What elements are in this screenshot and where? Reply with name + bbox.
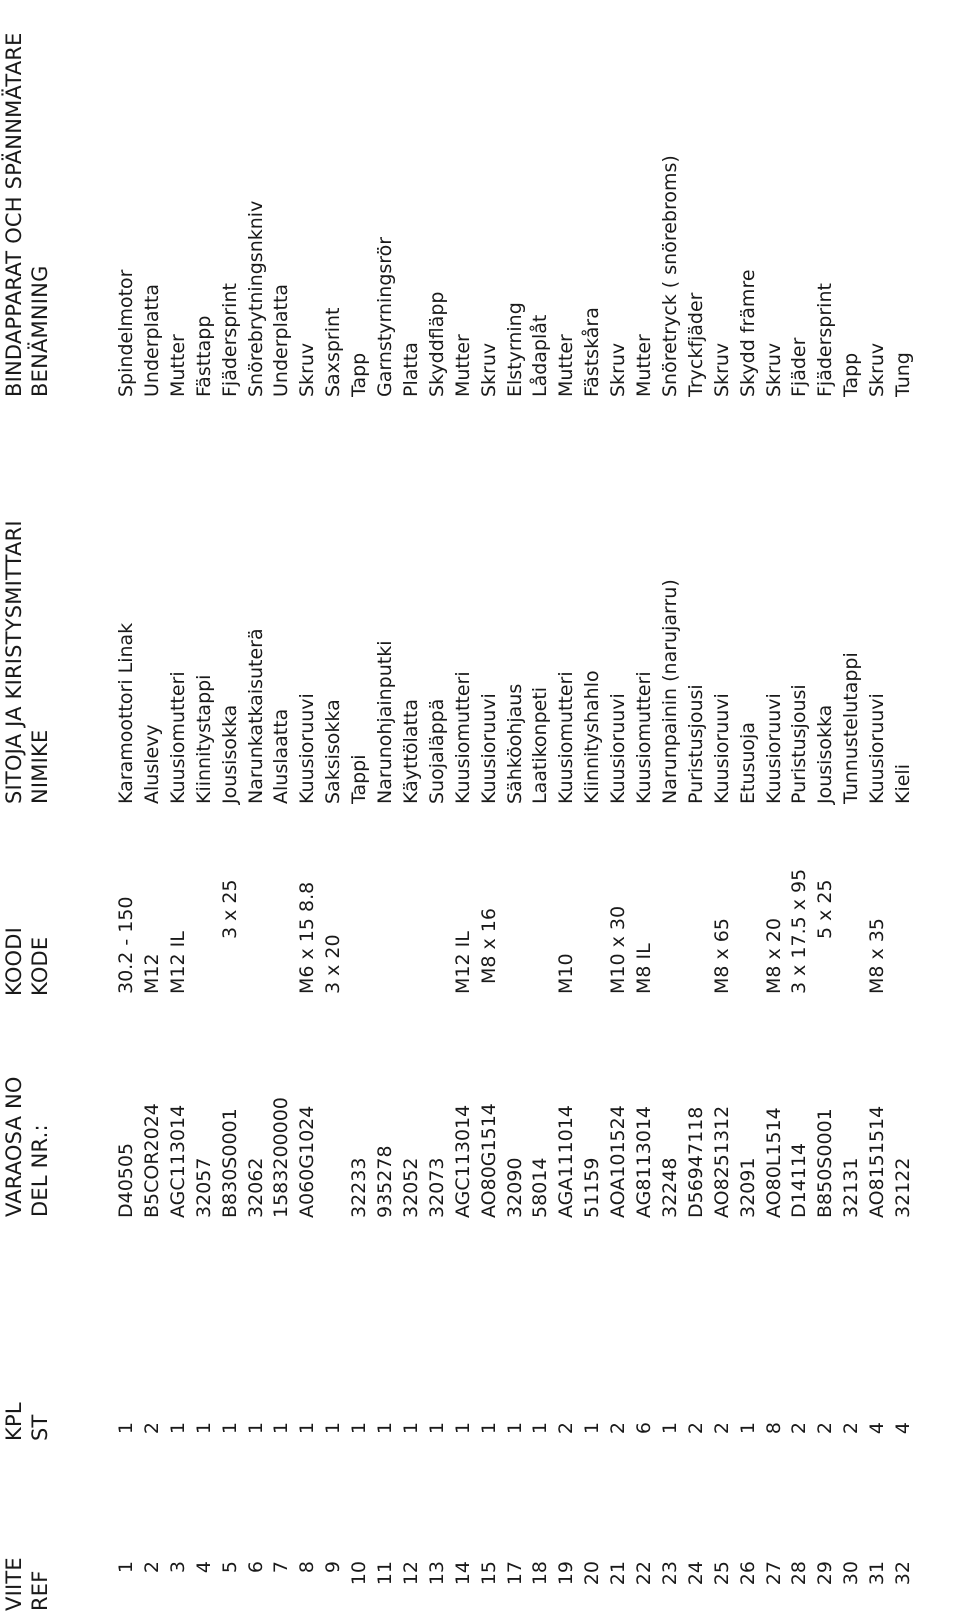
cell-ref: 28 [788,1561,811,1586]
header-qty-line1: KPL [2,1402,26,1441]
cell-partno: B5COR2024 [140,1103,163,1218]
cell-sv: Snöretryck ( snörebroms) [658,155,681,397]
cell-partno: AOA101524 [607,1105,630,1218]
cell-qty: 2 [140,1422,163,1435]
cell-qty: 8 [762,1422,785,1435]
cell-ref: 1 [115,1561,137,1574]
cell-partno: 32131 [840,1157,863,1218]
cell-partno: AG8113014 [633,1105,655,1218]
header-ref-line2: REF [28,1570,52,1611]
cell-partno: 935278 [374,1145,396,1218]
cell-ref: 8 [296,1561,319,1574]
cell-partno: 32248 [658,1157,681,1218]
cell-ref: 19 [555,1561,578,1586]
cell-code: M8 x 65 [710,918,733,994]
cell-code: 30.2 - 150 [115,896,137,994]
cell-partno: AO80G1514 [477,1103,500,1218]
cell-fi: Kiinnitystappi [192,674,215,804]
cell-sv: Lådaplåt [529,314,552,397]
cell-partno: 32122 [892,1157,914,1218]
cell-fi: Tappi [348,754,371,804]
cell-partno: B830S0001 [218,1108,241,1218]
cell-code: M8 x 20 [762,918,785,994]
cell-sv: Spindelmotor [115,269,137,397]
cell-sv: Mutter [633,334,655,397]
cell-qty: 1 [399,1422,422,1435]
cell-sv: Platta [399,342,422,397]
cell-ref: 20 [581,1561,604,1586]
cell-qty: 1 [348,1422,371,1435]
cell-code: 5 x 25 [814,879,837,939]
cell-qty: 2 [710,1422,733,1435]
cell-code: 3 x 20 [322,934,345,994]
cell-ref: 11 [374,1561,396,1586]
cell-ref: 31 [866,1561,889,1586]
cell-qty: 1 [451,1422,474,1435]
cell-ref: 3 [166,1561,189,1574]
cell-fi: Suojaläppä [425,698,448,804]
cell-sv: Skyddfläpp [425,291,448,397]
cell-ref: 29 [814,1561,837,1586]
cell-code: M10 [555,953,578,994]
cell-qty: 1 [115,1422,137,1435]
cell-ref: 2 [140,1561,163,1574]
cell-qty: 1 [425,1422,448,1435]
cell-ref: 21 [607,1561,630,1586]
cell-code: M8 x 35 [866,918,889,994]
cell-partno: 58014 [529,1157,552,1218]
cell-fi: Laatikonpeti [529,686,552,804]
cell-qty: 2 [684,1422,707,1435]
cell-partno: AGA111014 [555,1105,578,1218]
cell-partno: 32062 [244,1157,267,1218]
cell-code: M8 x 16 [477,908,500,984]
cell-fi: Saksisokka [322,699,345,804]
cell-qty: 1 [477,1422,500,1435]
cell-fi: Jousisokka [814,704,837,804]
cell-fi: Narunohjainputki [374,640,396,804]
cell-qty: 1 [322,1422,345,1435]
cell-ref: 32 [892,1561,914,1586]
cell-partno: B850S0001 [814,1108,837,1218]
cell-fi: Narunpainin (narujarru) [658,579,681,804]
cell-fi: Kuusioruuvi [296,693,319,804]
cell-fi: Kuusiomutteri [166,671,189,804]
header-code-line2: KODE [28,936,52,996]
header-sv-line2: BENÄMNING [28,265,52,397]
cell-qty: 1 [270,1422,293,1435]
cell-ref: 27 [762,1561,785,1586]
cell-sv: Skruv [866,342,889,397]
cell-ref: 6 [244,1561,267,1574]
cell-partno: AGC113014 [166,1104,189,1218]
cell-qty: 1 [581,1422,604,1435]
cell-partno: 32233 [348,1157,371,1218]
cell-fi: Kuusioruuvi [710,693,733,804]
header-partno-line2: DEL NR.: [28,1124,52,1217]
cell-partno: 1583200000 [270,1097,293,1218]
cell-ref: 23 [658,1561,681,1586]
cell-fi: Aluslevy [140,724,163,804]
cell-sv: Fästtapp [192,315,215,397]
cell-sv: Saxsprint [322,307,345,397]
cell-code: M10 x 30 [607,905,630,994]
cell-qty: 2 [607,1422,630,1435]
cell-fi: Kuusiomutteri [633,671,655,804]
cell-ref: 18 [529,1561,552,1586]
cell-partno: AO80L1514 [762,1107,785,1218]
cell-qty: 4 [892,1422,914,1435]
cell-fi: Kuusioruuvi [477,693,500,804]
cell-ref: 9 [322,1561,345,1574]
cell-partno: 32073 [425,1157,448,1218]
cell-sv: Fjädersprint [814,283,837,397]
cell-qty: 1 [296,1422,319,1435]
cell-fi: Tunnustelutappi [840,652,863,804]
cell-ref: 4 [192,1561,215,1574]
cell-sv: Fjädersprint [218,283,241,397]
cell-ref: 7 [270,1561,293,1574]
cell-sv: Tapp [348,352,371,397]
cell-partno: AO8251312 [710,1105,733,1218]
cell-sv: Tryckfjäder [684,292,707,397]
cell-partno: 32091 [736,1157,759,1218]
cell-fi: Narunkatkaisuterä [244,628,267,804]
cell-partno: D40505 [115,1142,137,1218]
cell-qty: 1 [736,1422,759,1435]
cell-fi: Etusuoja [736,722,759,804]
cell-fi: Käyttölatta [399,698,422,804]
cell-partno: AGC113014 [451,1104,474,1218]
cell-code: M12 IL [451,931,474,994]
cell-fi: Kuusioruuvi [866,693,889,804]
cell-ref: 22 [633,1561,655,1586]
cell-qty: 1 [374,1422,396,1435]
cell-sv: Skruv [710,342,733,397]
cell-ref: 26 [736,1561,759,1586]
cell-fi: Aluslaatta [270,708,293,804]
cell-sv: Skruv [762,342,785,397]
cell-ref: 14 [451,1561,474,1586]
cell-ref: 10 [348,1561,371,1586]
cell-ref: 12 [399,1561,422,1586]
cell-fi: Sähköohjaus [503,683,526,804]
cell-sv: Skruv [477,342,500,397]
cell-qty: 2 [555,1422,578,1435]
cell-sv: Garnstyrningsrör [374,236,396,397]
cell-ref: 25 [710,1561,733,1586]
cell-qty: 2 [840,1422,863,1435]
cell-fi: Jousisokka [218,704,241,804]
cell-ref: 17 [503,1561,526,1586]
cell-partno: 51159 [581,1157,604,1218]
cell-ref: 5 [218,1561,241,1574]
cell-qty: 2 [814,1422,837,1435]
cell-partno: 32090 [503,1157,526,1218]
cell-fi: Kuusiomutteri [451,671,474,804]
cell-sv: Mutter [166,334,189,397]
cell-code: 3 x 17.5 x 95 [788,868,811,994]
cell-qty: 1 [218,1422,241,1435]
cell-fi: Puristusjousi [788,684,811,804]
cell-sv: Skruv [607,342,630,397]
cell-fi: Kiinnityshahlo [581,670,604,804]
cell-qty: 6 [633,1422,655,1435]
cell-sv: Tapp [840,352,863,397]
cell-qty: 2 [788,1422,811,1435]
cell-sv: Skydd främre [736,269,759,397]
cell-sv: Skruv [296,342,319,397]
cell-qty: 1 [192,1422,215,1435]
cell-sv: Fjäder [788,337,811,397]
header-sv-line1: BINDAPPARAT OCH SPÄNNMÄTARE [2,32,26,397]
cell-partno: D14114 [788,1142,811,1218]
cell-sv: Mutter [555,334,578,397]
cell-code: M6 x 15 8.8 [296,881,319,994]
cell-sv: Tung [892,352,914,397]
cell-qty: 1 [244,1422,267,1435]
cell-ref: 15 [477,1561,500,1586]
cell-qty: 4 [866,1422,889,1435]
header-fi-line2: NIMIKE [28,729,52,804]
cell-sv: Fästskåra [581,307,604,397]
cell-code: 3 x 25 [218,879,241,939]
cell-fi: Kuusiomutteri [555,671,578,804]
cell-fi: Kuusioruuvi [607,693,630,804]
cell-qty: 1 [529,1422,552,1435]
header-fi-line1: SITOJA JA KIRISTYSMITTARI [2,520,26,804]
cell-ref: 24 [684,1561,707,1586]
header-qty-line2: ST [28,1414,52,1441]
cell-partno: A060G1024 [296,1105,319,1218]
cell-ref: 13 [425,1561,448,1586]
cell-code: M12 [140,953,163,994]
cell-sv: Underplatta [140,283,163,397]
cell-sv: Mutter [451,334,474,397]
header-code-line1: KOODI [2,926,26,996]
cell-fi: Kieli [892,764,914,804]
cell-fi: Karamoottori Linak [115,622,137,804]
cell-sv: Elstyrning [503,302,526,397]
cell-qty: 1 [503,1422,526,1435]
cell-partno: 32057 [192,1157,215,1218]
cell-fi: Puristusjousi [684,684,707,804]
cell-sv: Underplatta [270,283,293,397]
cell-partno: 32052 [399,1157,422,1218]
cell-fi: Kuusioruuvi [762,693,785,804]
header-ref-line1: VIITE [2,1557,26,1611]
cell-partno: AO8151514 [866,1105,889,1218]
cell-partno: D56947118 [684,1106,707,1218]
cell-sv: Snörebrytningsnkniv [244,200,267,397]
cell-qty: 1 [658,1422,681,1435]
cell-code: M12 IL [166,931,189,994]
cell-qty: 1 [166,1422,189,1435]
cell-ref: 30 [840,1561,863,1586]
header-partno-line1: VARAOSA NO [2,1076,26,1217]
cell-code: M8 IL [633,943,655,994]
